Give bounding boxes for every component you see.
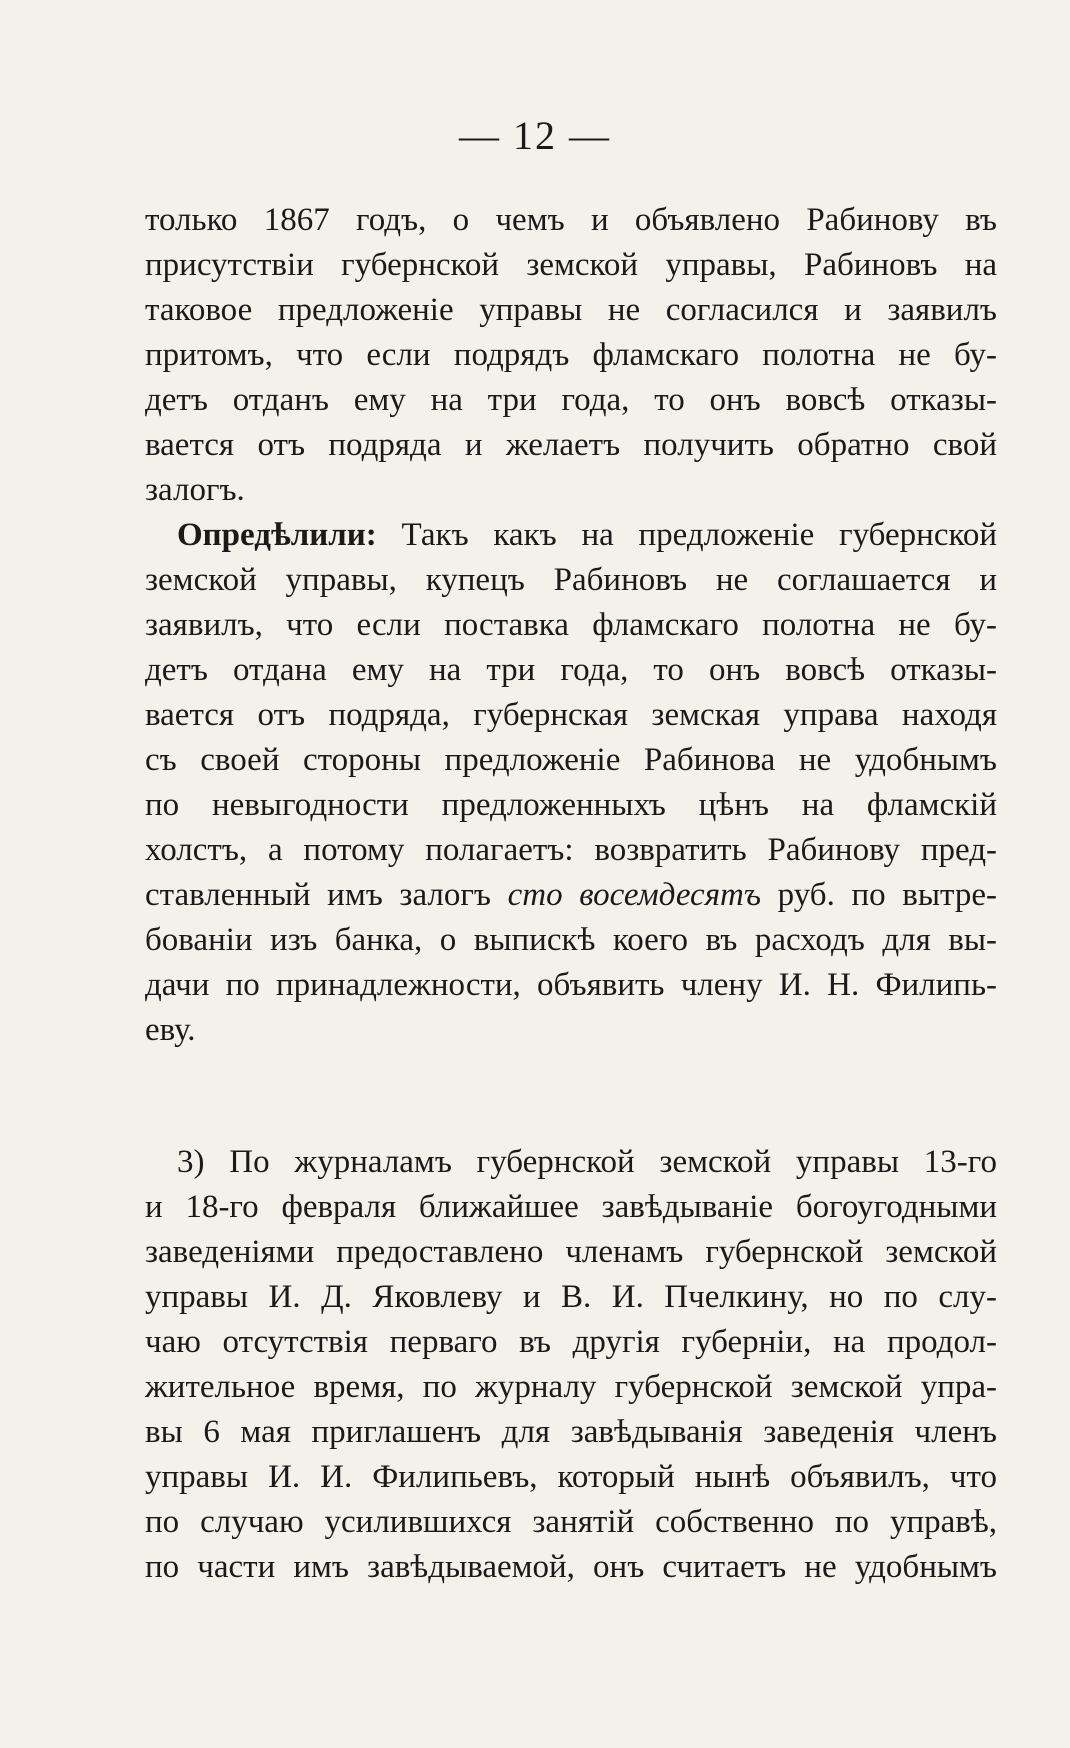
paragraph-resolution (145, 513, 997, 1053)
text-line: дачи по принадлежности, объявить члену И. Н. Филипь- (145, 967, 997, 1003)
text-line: залогъ. (145, 472, 245, 508)
text-line (145, 513, 997, 558)
text-line: вается отъ подряда и желаетъ получить обратно свой (145, 427, 997, 463)
text-line: холстъ, а потому полагаетъ: возвратить Рабинову пред- (145, 832, 997, 868)
text-line: притомъ, что если подрядъ фламскаго полотна не бу- (145, 337, 997, 373)
text-line: детъ отдана ему на три года, то онъ вовсѣ отказы- (145, 652, 997, 688)
italic-amount: сто восемдесятъ (507, 877, 761, 913)
text-run: ставленный имъ залогъ (145, 877, 508, 913)
text-line: чаю отсутствія перваго въ другія губерніи, на продол- (145, 1324, 997, 1360)
text-line: еву. (145, 1012, 196, 1048)
text-line: 3) По журналамъ губернской земской управы 13-го (177, 1144, 997, 1180)
text-line: земской управы, купецъ Рабиновъ не соглашается и (145, 562, 997, 598)
text-line: жительное время, по журналу губернской земской упра- (145, 1369, 997, 1405)
text-line: вы 6 мая приглашенъ для завѣдыванія заведенія членъ (145, 1414, 997, 1450)
text-line: таковое предложеніе управы не согласился и заявилъ (145, 292, 997, 328)
text-line: бованіи изъ банка, о выпискѣ коего въ расходъ для вы- (145, 922, 997, 958)
text-line: и 18-го февраля ближайшее завѣдываніе богоугодными (145, 1189, 997, 1225)
text-line: управы И. Д. Яковлеву и В. И. Пчелкину, но по слу- (145, 1279, 997, 1315)
page-number: — 12 — (459, 113, 611, 158)
text-line: управы И. И. Филипьевъ, который нынѣ объявилъ, что (145, 1459, 997, 1495)
text-line: присутствіи губернской земской управы, Рабиновъ на (145, 247, 997, 283)
text-line: детъ отданъ ему на три года, то онъ вовсѣ отказы- (145, 382, 997, 418)
text-run: руб. по вытре- (761, 877, 997, 913)
text-line: по невыгодности предложенныхъ цѣнъ на фламскій (145, 787, 997, 823)
paragraph-continuation (145, 198, 997, 513)
resolution-heading: Опредѣлили: (177, 517, 377, 553)
text-run: Такъ какъ на предложеніе губернской (376, 517, 997, 553)
text-line: вается отъ подряда, губернская земская управа находя (145, 697, 997, 733)
text-line: по части имъ завѣдываемой, онъ считаетъ не удобнымъ (145, 1549, 997, 1585)
text-line: заявилъ, что если поставка фламскаго полотна не бу- (145, 607, 997, 643)
text-line: съ своей стороны предложеніе Рабинова не удобнымъ (145, 742, 997, 778)
text-line: заведеніями предоставлено членамъ губернской земской (145, 1234, 997, 1270)
text-line: только 1867 годъ, о чемъ и объявлено Рабинову въ (145, 202, 997, 238)
paragraph-item-3 (145, 1140, 997, 1590)
text-line (145, 873, 997, 918)
text-line: по случаю усилившихся занятій собственно по управѣ, (145, 1504, 997, 1540)
